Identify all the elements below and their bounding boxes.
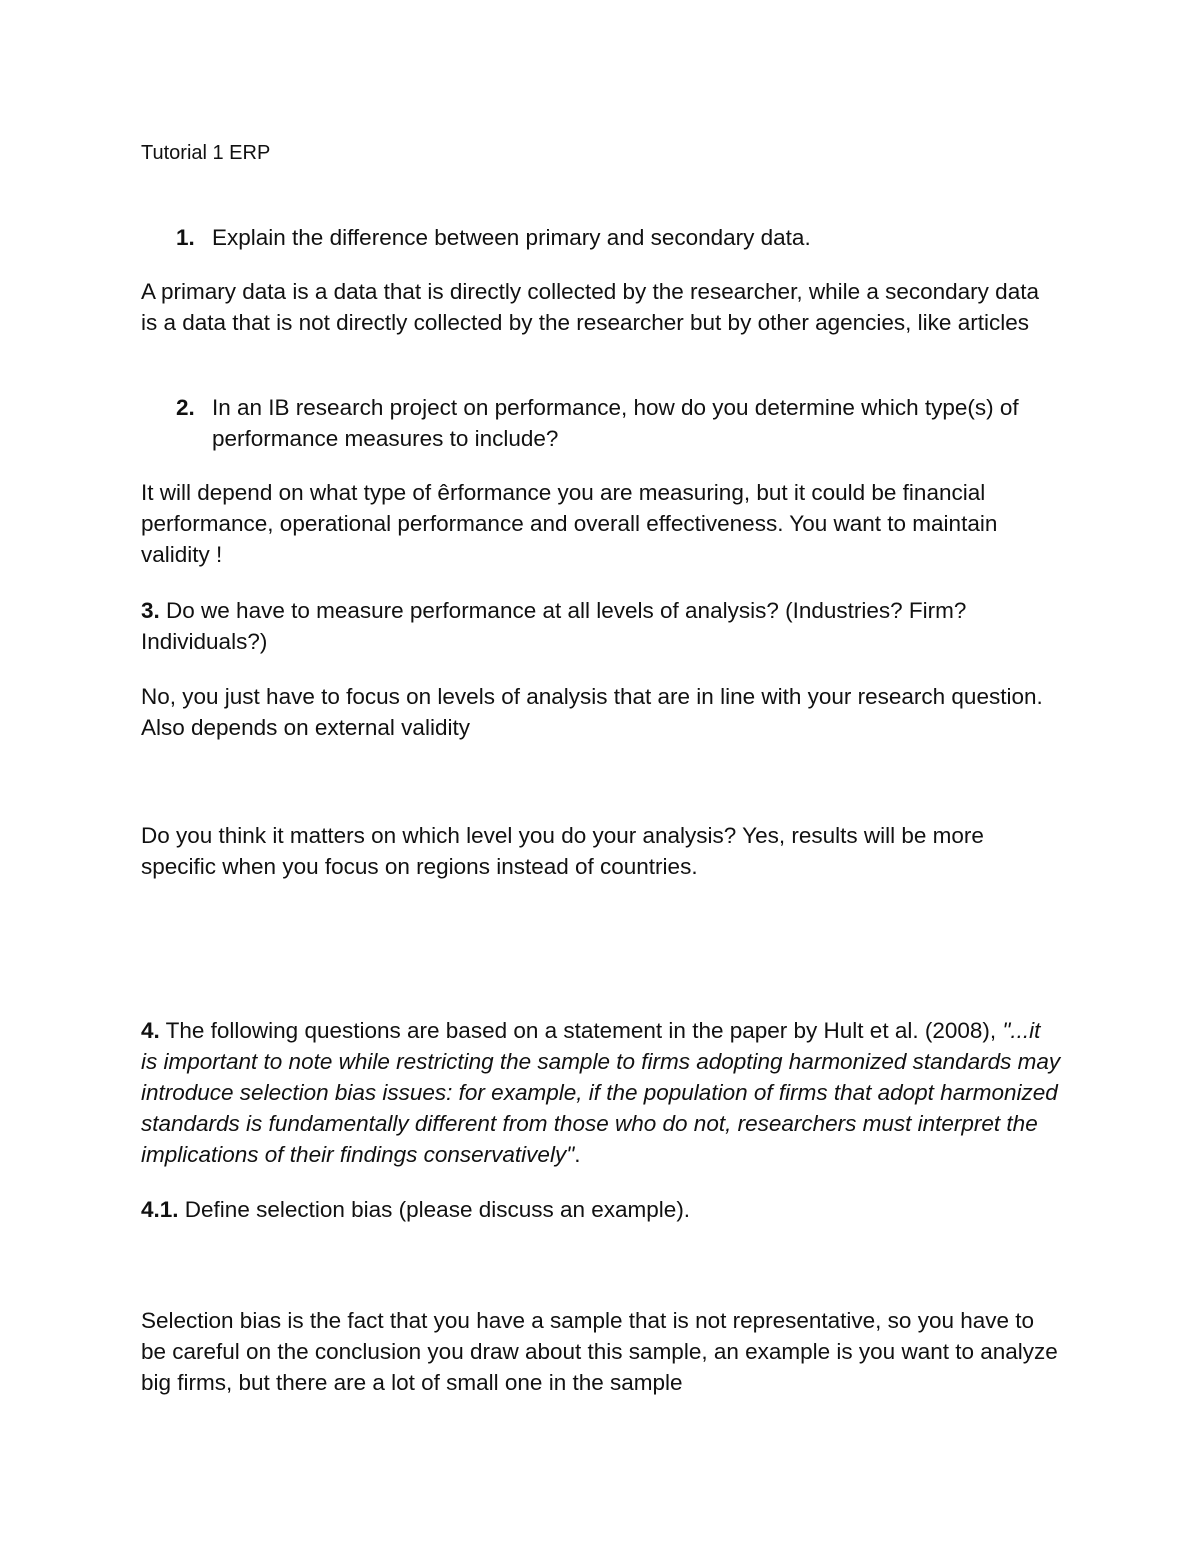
question-4-1 [141, 1194, 1061, 1225]
answer-3-followup: Do you think it matters on which level you do your analysis? Yes, results will be more specific when you focus on regions instead of countries. [141, 823, 984, 879]
question-1-text: Explain the difference between primary and secondary data. [212, 225, 811, 250]
question-2 [176, 392, 1066, 454]
question-3-text: Do we have to measure performance at all levels of analysis? (Industries? Firm? Individuals?) [141, 598, 967, 654]
question-4-1-number: 4.1. [141, 1197, 179, 1222]
question-2-number: 2. [176, 395, 195, 420]
question-4-1-text: Define selection bias (please discuss an example). [184, 1197, 691, 1222]
answer-2: It will depend on what type of êrformance you are measuring, but it could be financial performance, operational performance and overall effectiveness. You want to maintain validity ! [141, 480, 998, 567]
question-3-number: 3. [141, 598, 160, 623]
answer-3: No, you just have to focus on levels of analysis that are in line with your research question. Also depends on external validity [141, 684, 1043, 740]
question-4-text: The following questions are based on a statement in the paper by Hult et al. (2008), [165, 1018, 997, 1043]
question-1-number: 1. [176, 225, 195, 250]
question-4-end: . [574, 1142, 581, 1167]
question-3 [141, 595, 1061, 657]
question-4-number: 4. [141, 1018, 160, 1043]
question-4 [141, 1015, 1061, 1170]
question-1 [176, 222, 1066, 253]
question-4-quote: "...it is important to note while restricting the sample to firms adopting harmonized standards may introduce selection bias issues: for example, if the population of firms that adopt harmonized standards is fundamentally different from those who do not, researchers must interpret the implications of their findings conservatively" [141, 1018, 1061, 1167]
answer-1: A primary data is a data that is directly collected by the researcher, while a secondary data is a data that is not directly collected by the researcher but by other agencies, like articles [141, 279, 1039, 335]
question-2-text: In an IB research project on performance, how do you determine which type(s) of performance measures to include? [212, 395, 1019, 451]
document-title: Tutorial 1 ERP [141, 142, 271, 164]
answer-4-1: Selection bias is the fact that you have a sample that is not representative, so you have to be careful on the conclusion you draw about this sample, an example is you want to analyze big firms, but there are a lot of small one in the sample [141, 1308, 1058, 1395]
